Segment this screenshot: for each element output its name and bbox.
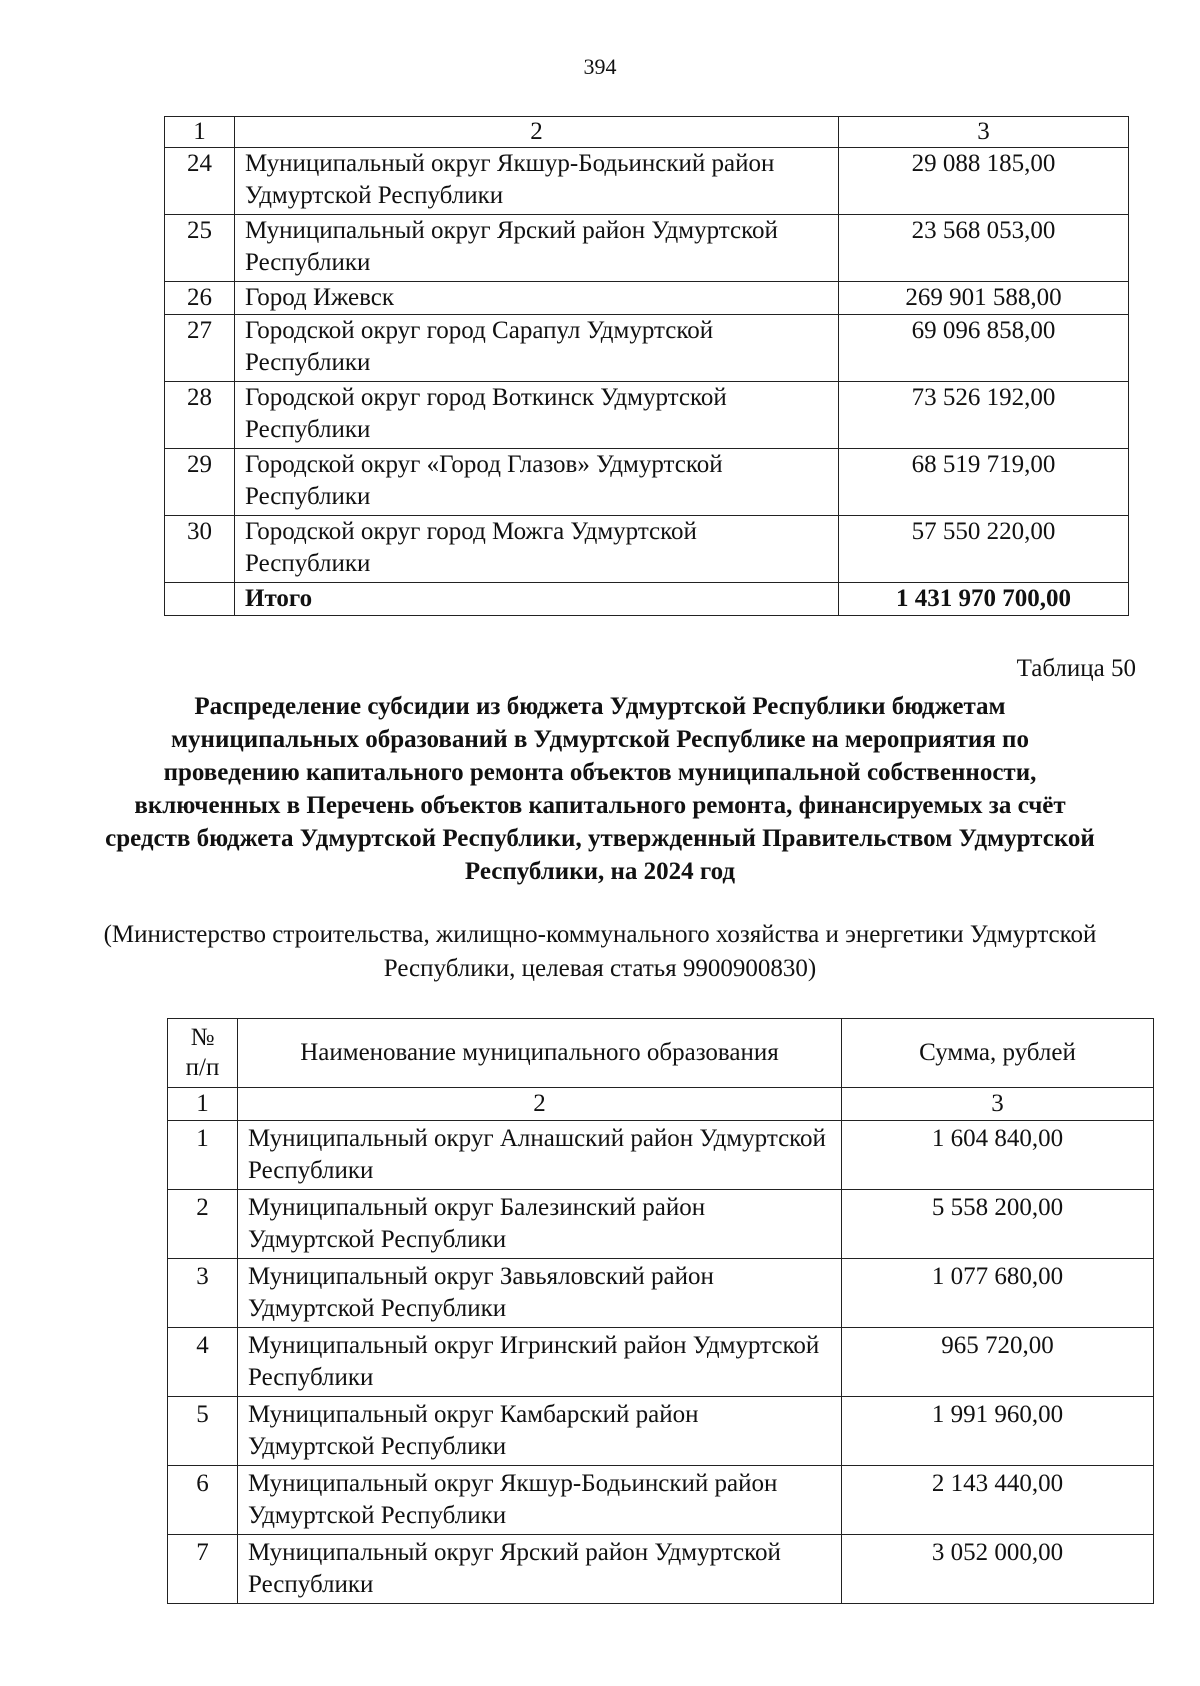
header-number: № п/п xyxy=(168,1019,238,1088)
total-label: Итого xyxy=(235,583,839,616)
municipality-name: Городской округ город Воткинск Удмуртской Республики xyxy=(235,382,839,449)
column-index-row xyxy=(168,1088,1154,1121)
column-index-2: 2 xyxy=(238,1088,842,1121)
row-number: 28 xyxy=(165,382,235,449)
municipality-name: Муниципальный округ Камбарский район Удмуртской Республики xyxy=(238,1397,842,1466)
amount: 73 526 192,00 xyxy=(839,382,1129,449)
distribution-table-continued xyxy=(164,116,1129,616)
page-number: 394 xyxy=(583,54,617,79)
row-number: 30 xyxy=(165,516,235,583)
row-number: 4 xyxy=(168,1328,238,1397)
table-row xyxy=(168,1328,1154,1397)
municipality-name: Городской округ город Можга Удмуртской Республики xyxy=(235,516,839,583)
amount: 2 143 440,00 xyxy=(842,1466,1154,1535)
row-number: 2 xyxy=(168,1190,238,1259)
header-name: Наименование муниципального образования xyxy=(238,1019,842,1088)
municipality-name: Муниципальный округ Ярский район Удмуртской Республики xyxy=(238,1535,842,1604)
table-subtitle: (Министерство строительства, жилищно-коммунального хозяйства и энергетики Удмуртской Республики, целевая статья 9900900830) xyxy=(103,921,1097,982)
table-label: Таблица 50 xyxy=(1016,655,1136,682)
row-number: 29 xyxy=(165,449,235,516)
row-number: 24 xyxy=(165,148,235,215)
municipality-name: Городской округ «Город Глазов» Удмуртской Республики xyxy=(235,449,839,516)
table-row xyxy=(165,382,1129,449)
amount: 1 991 960,00 xyxy=(842,1397,1154,1466)
table-row xyxy=(168,1190,1154,1259)
municipality-name: Муниципальный округ Завьяловский район Удмуртской Республики xyxy=(238,1259,842,1328)
table-row xyxy=(165,282,1129,315)
table-row xyxy=(165,516,1129,583)
municipality-name: Город Ижевск xyxy=(235,282,839,315)
municipality-name: Муниципальный округ Игринский район Удмуртской Республики xyxy=(238,1328,842,1397)
municipality-name: Городской округ город Сарапул Удмуртской Республики xyxy=(235,315,839,382)
column-index-1: 1 xyxy=(165,117,235,148)
total-number-cell xyxy=(165,583,235,616)
column-index-3: 3 xyxy=(842,1088,1154,1121)
total-row xyxy=(165,583,1129,616)
amount: 965 720,00 xyxy=(842,1328,1154,1397)
row-number: 5 xyxy=(168,1397,238,1466)
table-row xyxy=(165,215,1129,282)
amount: 269 901 588,00 xyxy=(839,282,1129,315)
table-row xyxy=(165,315,1129,382)
amount: 1 604 840,00 xyxy=(842,1121,1154,1190)
row-number: 3 xyxy=(168,1259,238,1328)
table-row xyxy=(168,1397,1154,1466)
column-index-2: 2 xyxy=(235,117,839,148)
distribution-table-50 xyxy=(167,1018,1154,1604)
amount: 1 077 680,00 xyxy=(842,1259,1154,1328)
table-row xyxy=(165,148,1129,215)
table-title: Распределение субсидии из бюджета Удмуртской Республики бюджетам муниципальных образований в Удмуртской Республике на мероприятия по проведению капитального ремонта объектов муниципальной собственности, включенных в Перечень объектов капитального ремонта, финансируемых за счёт средств бюджета Удмуртской Республики, утвержденный Правительством Удмуртской Республики, на 2024 год xyxy=(105,693,1095,885)
amount: 57 550 220,00 xyxy=(839,516,1129,583)
amount: 23 568 053,00 xyxy=(839,215,1129,282)
municipality-name: Муниципальный округ Алнашский район Удмуртской Республики xyxy=(238,1121,842,1190)
row-number: 7 xyxy=(168,1535,238,1604)
header-row xyxy=(168,1019,1154,1088)
table-row xyxy=(168,1466,1154,1535)
total-amount: 1 431 970 700,00 xyxy=(839,583,1129,616)
municipality-name: Муниципальный округ Ярский район Удмуртской Республики xyxy=(235,215,839,282)
table-row xyxy=(165,449,1129,516)
column-index-1: 1 xyxy=(168,1088,238,1121)
amount: 29 088 185,00 xyxy=(839,148,1129,215)
municipality-name: Муниципальный округ Якшур-Бодьинский район Удмуртской Республики xyxy=(235,148,839,215)
amount: 5 558 200,00 xyxy=(842,1190,1154,1259)
municipality-name: Муниципальный округ Якшур-Бодьинский район Удмуртской Республики xyxy=(238,1466,842,1535)
row-number: 25 xyxy=(165,215,235,282)
row-number: 26 xyxy=(165,282,235,315)
column-index-3: 3 xyxy=(839,117,1129,148)
amount: 3 052 000,00 xyxy=(842,1535,1154,1604)
table-row xyxy=(168,1535,1154,1604)
row-number: 27 xyxy=(165,315,235,382)
header-amount: Сумма, рублей xyxy=(842,1019,1154,1088)
table-row xyxy=(168,1121,1154,1190)
amount: 68 519 719,00 xyxy=(839,449,1129,516)
row-number: 1 xyxy=(168,1121,238,1190)
column-index-row xyxy=(165,117,1129,148)
row-number: 6 xyxy=(168,1466,238,1535)
municipality-name: Муниципальный округ Балезинский район Удмуртской Республики xyxy=(238,1190,842,1259)
amount: 69 096 858,00 xyxy=(839,315,1129,382)
table-row xyxy=(168,1259,1154,1328)
